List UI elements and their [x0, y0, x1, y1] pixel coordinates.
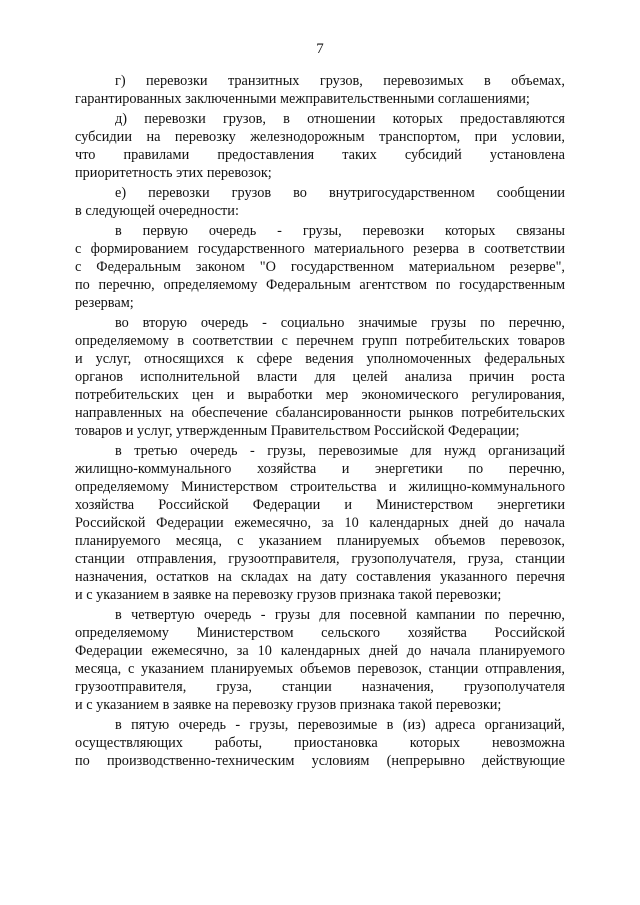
text-line: Российской Федерации ежемесячно, за 10 календарных дней до начала — [75, 515, 565, 531]
text-line: в первую очередь - грузы, перевозки которых связаны — [115, 223, 565, 239]
text-line: и с указанием в заявке на перевозку грузов признака такой перевозки; — [75, 587, 502, 603]
text-line: гарантированных заключенными межправительственными соглашениями; — [75, 91, 530, 107]
text-line: и с указанием в заявке на перевозку грузов признака такой перевозки; — [75, 697, 502, 713]
paragraph — [75, 184, 565, 220]
text-line: резервам; — [75, 295, 134, 311]
text-line: в четвертую очередь - грузы для посевной кампании по перечню, — [115, 607, 565, 623]
text-line: определяемому Министерством сельского хозяйства Российской — [75, 625, 565, 641]
text-line: г) перевозки транзитных грузов, перевозимых в объемах, — [115, 73, 565, 89]
document-body — [75, 72, 565, 770]
text-line: в пятую очередь - грузы, перевозимые в (из) адреса организаций, — [115, 717, 565, 733]
text-line: потребительских цен и выработки мер экономического регулирования, — [75, 387, 565, 403]
paragraph — [75, 72, 565, 108]
text-line: что правилами предоставления таких субсидий установлена — [75, 147, 565, 163]
text-line: по производственно-техническим условиям (непрерывно действующие — [75, 753, 565, 769]
text-line: планируемого месяца, с указанием планируемых объемов перевозок, — [75, 533, 565, 549]
text-line: и услуг, относящихся к сфере ведения уполномоченных федеральных — [75, 351, 565, 367]
text-line: д) перевозки грузов, в отношении которых предоставляются — [115, 111, 565, 127]
text-line: е) перевозки грузов во внутригосударственном сообщении — [115, 185, 565, 201]
paragraph — [75, 314, 565, 440]
paragraph — [75, 110, 565, 182]
page-number: 7 — [316, 41, 324, 57]
text-line: в третью очередь - грузы, перевозимые для нужд организаций — [115, 443, 565, 459]
text-line: определяемому Министерством строительства и жилищно-коммунального — [75, 479, 565, 495]
text-line: назначения, остатков на складах на дату составления указанного перечня — [75, 569, 565, 585]
text-line: определяемому в соответствии с перечнем групп потребительских товаров — [75, 333, 565, 349]
paragraph — [75, 606, 565, 714]
text-line: Федерации ежемесячно, за 10 календарных дней до начала планируемого — [75, 643, 565, 659]
paragraph — [75, 442, 565, 604]
text-line: с формированием государственного материального резерва в соответствии — [75, 241, 565, 257]
paragraph — [75, 222, 565, 312]
text-line: направленных на обеспечение сбалансированности рынков потребительских — [75, 405, 565, 421]
text-line: приоритетность этих перевозок; — [75, 165, 272, 181]
text-line: по перечню, определяемому Федеральным агентством по государственным — [75, 277, 565, 293]
text-line: товаров и услуг, утвержденным Правительством Российской Федерации; — [75, 423, 520, 439]
text-line: в следующей очередности: — [75, 203, 239, 219]
paragraph — [75, 716, 565, 770]
text-line: грузоотправителя, груза, станции назначения, грузополучателя — [75, 679, 565, 695]
text-line: органов исполнительной власти для целей анализа причин роста — [75, 369, 565, 385]
text-line: во вторую очередь - социально значимые грузы по перечню, — [115, 315, 565, 331]
text-line: станции отправления, грузоотправителя, грузополучателя, груза, станции — [75, 551, 565, 567]
text-line: с Федеральным законом "О государственном материальном резерве", — [75, 259, 565, 275]
text-line: жилищно-коммунального хозяйства и энергетики по перечню, — [75, 461, 565, 477]
text-line: субсидии на перевозку железнодорожным транспортом, при условии, — [75, 129, 565, 145]
text-line: осуществляющих работы, приостановка которых невозможна — [75, 735, 565, 751]
text-line: месяца, с указанием планируемых объемов перевозок, станции отправления, — [75, 661, 565, 677]
text-line: хозяйства Российской Федерации и Министерством энергетики — [75, 497, 565, 513]
